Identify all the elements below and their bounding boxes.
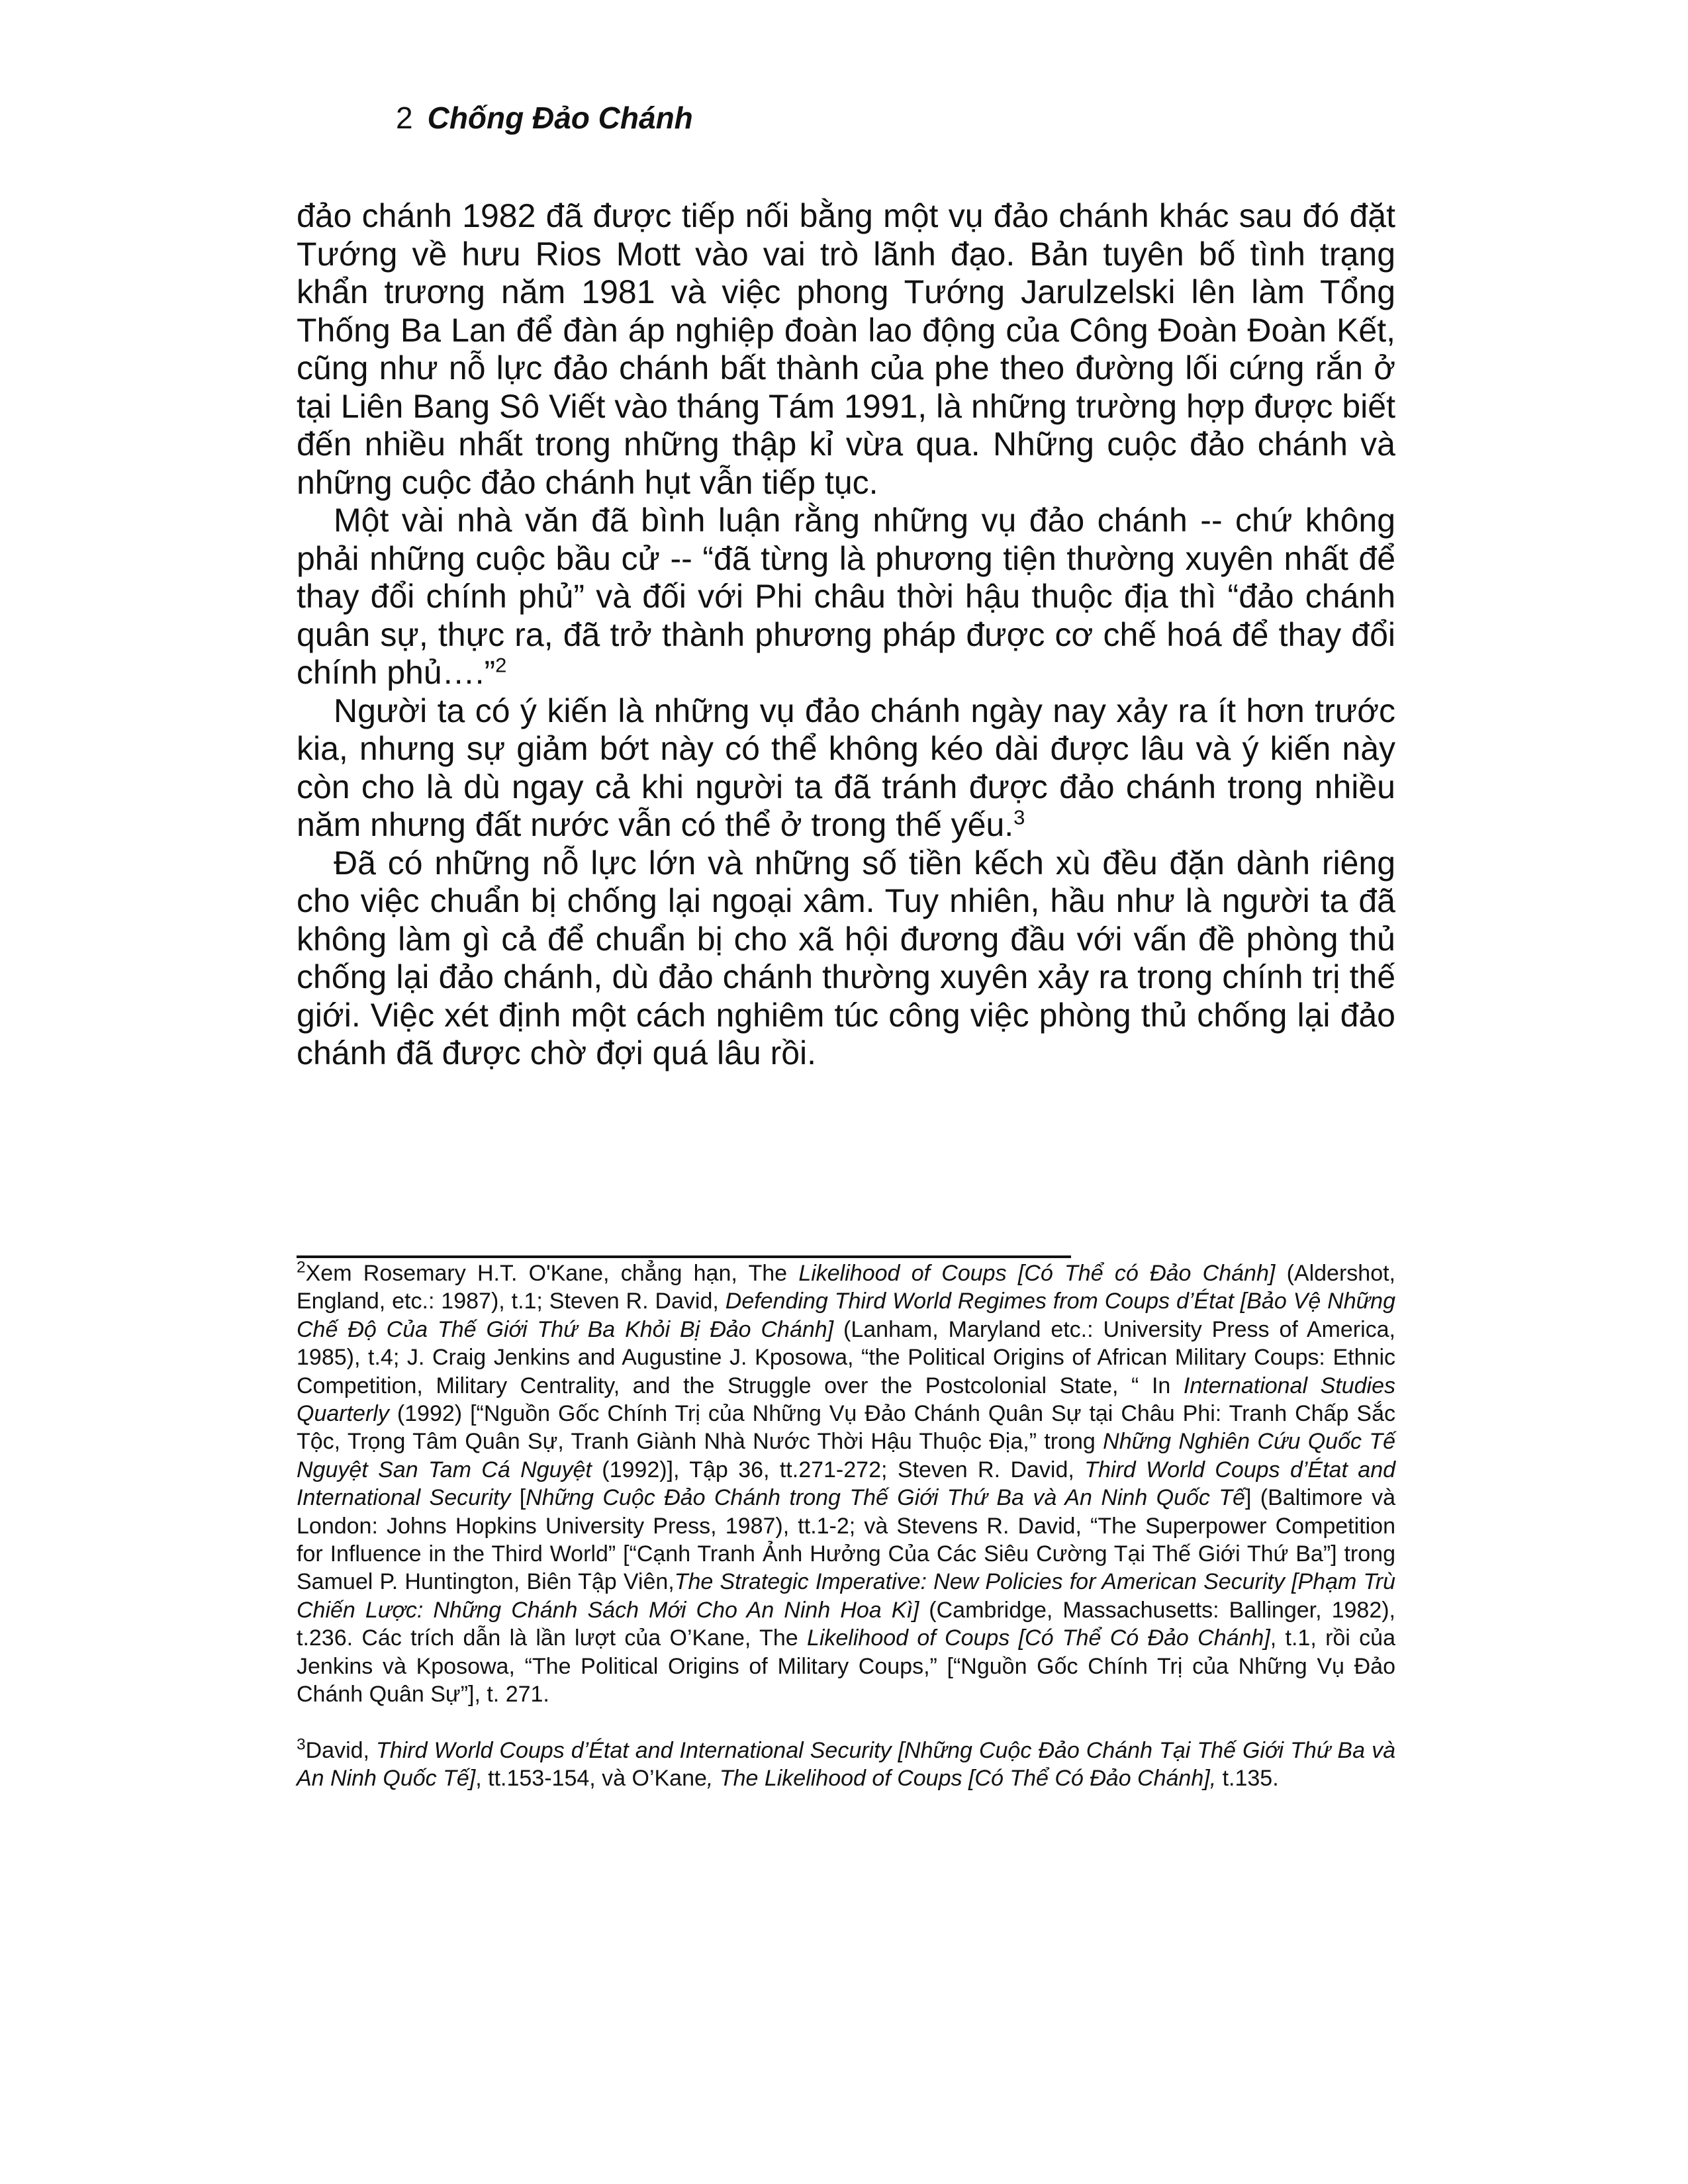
- paragraph-2-text: Một vài nhà văn đã bình luận rằng những vụ đảo chánh -- chứ không phải những cuộc bầu cử -- “đã từng là phương tiện thường xuyên nhất để thay đổi chính phủ” và đối với Phi châu thời hậu thuộc địa thì “đảo chánh quân sự, thực ra, đã trở thành phương pháp được cơ chế hoá để thay đổi chính phủ….”: [297, 502, 1395, 691]
- footnotes: [297, 1259, 1395, 1792]
- page-number: 2: [396, 101, 413, 135]
- footnote-2-title: Defending Third World Regimes from Coups d’État [Bảo Vệ Những Chế Độ Của Thế Giới Thứ Ba Khỏi Bị Đảo Chánh]: [297, 1289, 1395, 1342]
- footnote-2-title: International Studies Quarterly: [297, 1373, 1396, 1427]
- footnote-2-text: (1992) [“Nguồn Gốc Chính Trị của Những Vụ Đảo Chánh Quân Sự tại Châu Phi: Tranh Chấp Sắc Tộc, Trọng Tâm Quân Sự, Tranh Giành Nhà Nước Thời Hậu Thuộc Địa,” trong: [297, 1401, 1395, 1455]
- footnote-separator: [297, 1255, 1071, 1258]
- footnote-2-text: (Cambridge, Massachusetts: Ballinger, 1982), t.236. Các trích dẫn là lần lượt của O’Kane, The: [297, 1597, 1395, 1651]
- footnote-3-number: 3: [297, 1735, 306, 1754]
- footnote-3-text: David,: [305, 1737, 377, 1763]
- running-header: [396, 99, 693, 136]
- footnote-3-title: Third World Coups d’État and International Security [Những Cuộc Đảo Chánh Tại Thế Giới Thứ Ba và An Ninh Quốc Tế]: [297, 1737, 1395, 1791]
- footnote-2-title: Những Cuộc Đảo Chánh trong Thế Giới Thứ Ba và An Ninh Quốc Tế: [526, 1485, 1245, 1511]
- footnote-3: [297, 1737, 1395, 1793]
- footnote-2-title: Likelihood of Coups [Có Thể Có Đảo Chánh]: [806, 1625, 1270, 1651]
- paragraph-4: Đã có những nỗ lực lớn và những số tiền kếch xù đều đặn dành riêng cho việc chuẩn bị chống lại ngoại xâm. Tuy nhiên, hầu như là người ta đã không làm gì cả để chuẩn bị cho xã hội đương đầu với vấn đề phòng thủ chống lại đảo chánh, dù đảo chánh thường xuyên xảy ra trong chính trị thế giới. Việc xét định một cách nghiêm túc công việc phòng thủ chống lại đảo chánh đã được chờ đợi quá lâu rồi.: [297, 844, 1395, 1071]
- footnote-2-title: Third World Coups d’État and International Security: [297, 1457, 1396, 1511]
- footnote-2-text: [: [510, 1485, 526, 1511]
- footnote-2-number: 2: [297, 1258, 306, 1277]
- footnote-3-text: , tt.153-154, và O’Kane: [475, 1765, 707, 1791]
- main-text: [297, 197, 1395, 1073]
- footnote-2-text: (Aldershot, England, etc.: 1987), t.1; Steven R. David,: [297, 1261, 1395, 1314]
- footnote-ref-2: 2: [495, 653, 507, 677]
- book-title: Chống Đảo Chánh: [427, 101, 693, 135]
- footnote-2-text: (Lanham, Maryland etc.: University Press of America, 1985), t.4; J. Craig Jenkins and Augustine J. Kposowa, “the Political Origins of African Military Coups: Ethnic Competition, Military Centrality, and the Struggle over the Postcolonial State, “ In: [297, 1316, 1396, 1398]
- footnote-2-text: (1992)], Tập 36, tt.271-272; Steven R. David,: [591, 1457, 1085, 1482]
- footnote-2-title: Likelihood of Coups [Có Thể có Đảo Chánh]: [798, 1261, 1276, 1286]
- paragraph-3-text: Người ta có ý kiến là những vụ đảo chánh ngày nay xảy ra ít hơn trước kia, nhưng sự giảm bớt này có thể không kéo dài được lâu và ý kiến này còn cho là dù ngay cả khi người ta đã tránh được đảo chánh trong nhiều năm nhưng đất nước vẫn có thể ở trong thế yếu.: [297, 692, 1395, 843]
- footnote-2-text: Xem Rosemary H.T. O'Kane, chẳng hạn, The: [305, 1261, 799, 1286]
- footnote-2-text: , t.1, rồi của Jenkins và Kposowa, “The Political Origins of Military Coups,” [“Nguồn Gốc Chính Trị của Những Vụ Đảo Chánh Quân Sự”], t. 271.: [297, 1625, 1395, 1707]
- footnote-2-title: The Strategic Imperative: New Policies for American Security [Phạm Trù Chiến Lược: Những Chánh Sách Mới Cho An Ninh Hoa Kì]: [297, 1569, 1395, 1623]
- footnote-3-text: t.135.: [1216, 1765, 1279, 1791]
- footnote-ref-3: 3: [1013, 805, 1025, 829]
- footnote-3-title: , The Likelihood of Coups [Có Thể Có Đảo Chánh],: [706, 1765, 1217, 1791]
- paragraph-1: đảo chánh 1982 đã được tiếp nối bằng một vụ đảo chánh khác sau đó đặt Tướng về hưu Rios Mott vào vai trò lãnh đạo. Bản tuyên bố tình trạng khẩn trương năm 1981 và việc phong Tướng Jarulzelski lên làm Tổng Thống Ba Lan để đàn áp nghiệp đoàn lao động của Công Đoàn Đoàn Kết, cũng như nỗ lực đảo chánh bất thành của phe theo đường lối cứng rắn ở tại Liên Bang Sô Viết vào tháng Tám 1991, là những trường hợp được biết đến nhiều nhất trong những thập kỉ vừa qua. Những cuộc đảo chánh và những cuộc đảo chánh hụt vẫn tiếp tục.: [297, 197, 1395, 501]
- paragraph-2: [297, 502, 1395, 692]
- paragraph-3: [297, 692, 1395, 844]
- footnote-2: [297, 1259, 1395, 1709]
- footnote-2-title: Những Nghiên Cứu Quốc Tế Nguyệt San Tam Cá Nguyệt: [297, 1429, 1395, 1482]
- footnote-2-text: ] (Baltimore và London: Johns Hopkins University Press, 1987), tt.1-2; và Stevens R. David, “The Superpower Competition for Influence in the Third World” [“Cạnh Tranh Ảnh Hưởng Của Các Siêu Cường Tại Thế Giới Thứ Ba”] trong Samuel P. Huntington, Biên Tập Viên,: [297, 1485, 1395, 1595]
